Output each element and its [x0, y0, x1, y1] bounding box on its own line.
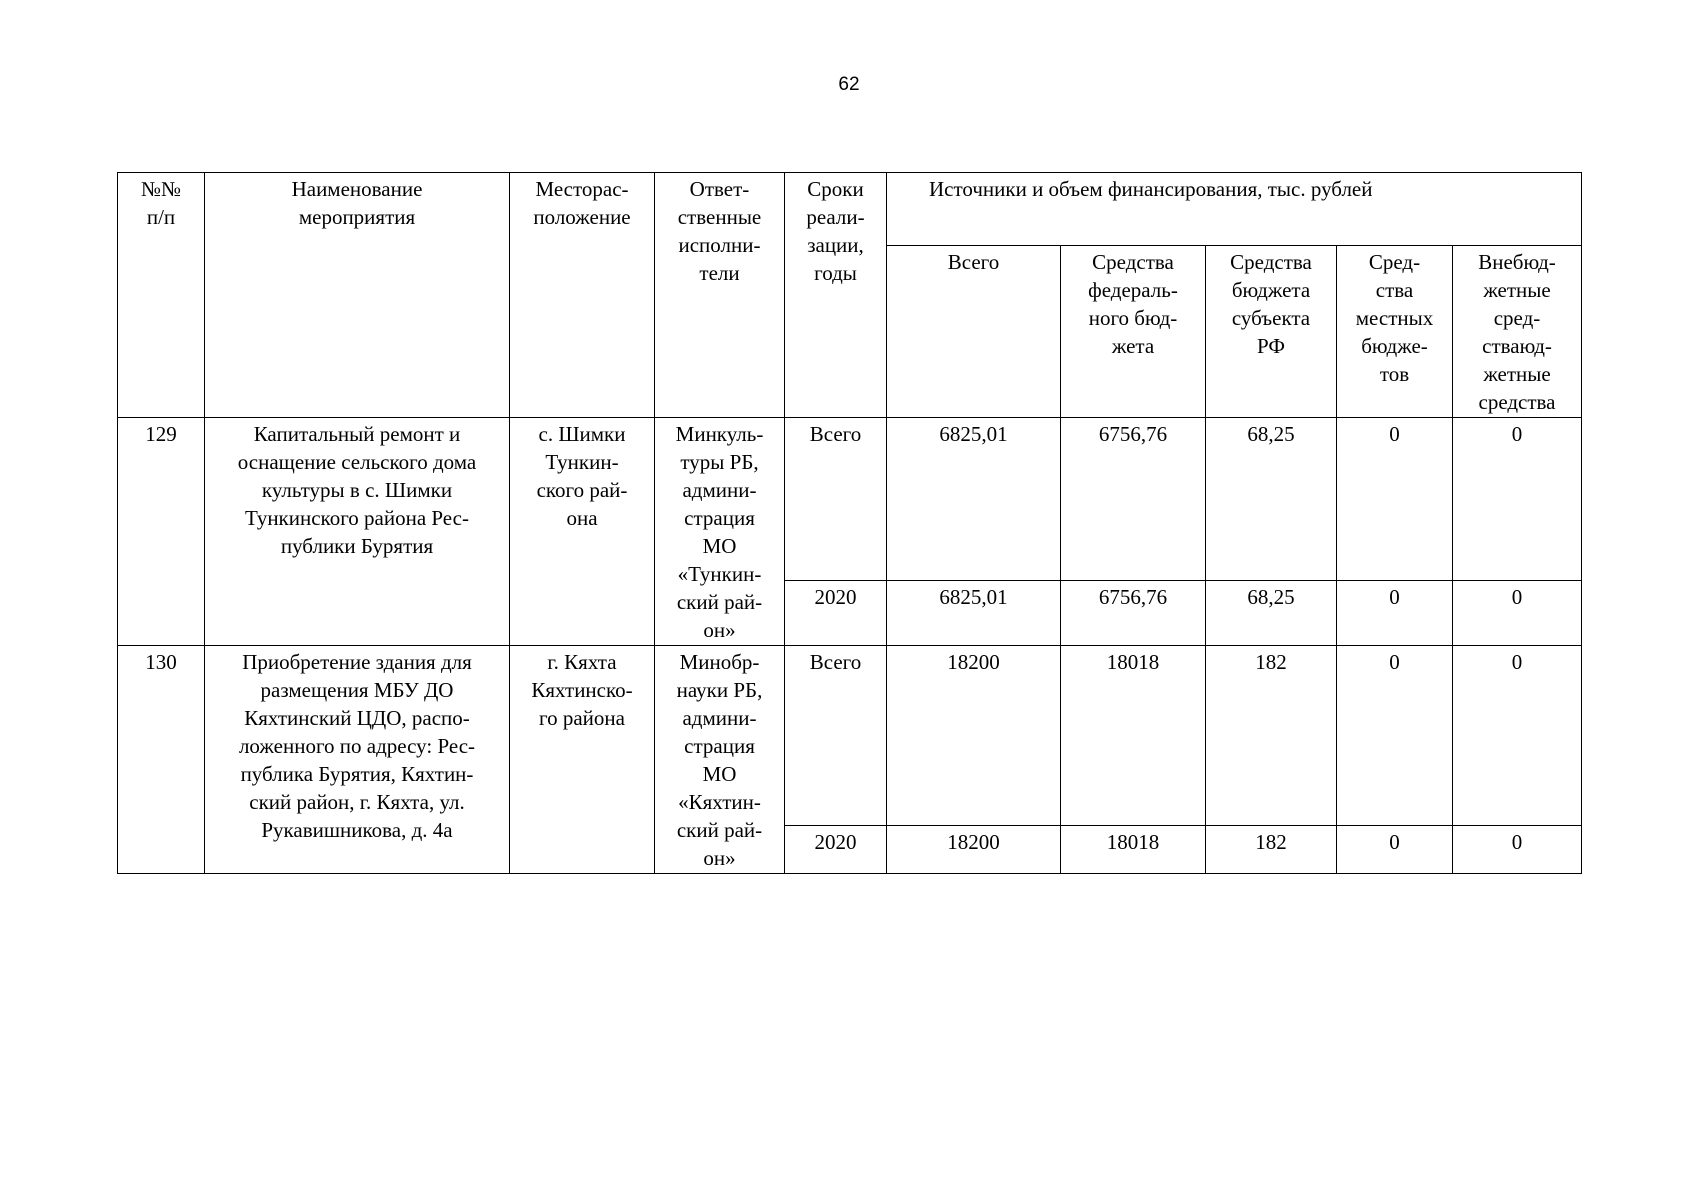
row-period: Всего — [785, 418, 887, 581]
header-num: №№ п/п — [118, 173, 205, 418]
row-extra: 0 — [1453, 581, 1582, 646]
table-row — [118, 418, 1582, 581]
row-extra: 0 — [1453, 826, 1582, 874]
header-location: Месторас- положение — [510, 173, 655, 418]
row-regional: 68,25 — [1206, 418, 1337, 581]
row-total: 6825,01 — [887, 418, 1061, 581]
header-terms: Сроки реали- зации, годы — [785, 173, 887, 418]
header-name: Наименование мероприятия — [205, 173, 510, 418]
row-period: 2020 — [785, 826, 887, 874]
row-regional: 68,25 — [1206, 581, 1337, 646]
header-extra: Внебюд- жетные сред- стваюд- жетные средства — [1453, 246, 1582, 418]
header-total: Всего — [887, 246, 1061, 418]
page-number: 62 — [838, 74, 860, 95]
row-local: 0 — [1337, 826, 1453, 874]
row-num: 129 — [118, 418, 205, 646]
row-extra: 0 — [1453, 646, 1582, 826]
row-federal: 18018 — [1061, 646, 1206, 826]
row-name: Капитальный ремонт и оснащение сельского дома культуры в с. Шимки Тункинского района Рес- публики Бурятия — [205, 418, 510, 646]
row-federal: 6756,76 — [1061, 418, 1206, 581]
row-executors: Минкуль- туры РБ, админи- страция МО «Тункин- ский рай- он» — [655, 418, 785, 646]
row-location: г. Кяхта Кяхтинско- го района — [510, 646, 655, 874]
row-local: 0 — [1337, 581, 1453, 646]
row-location: с. Шимки Тункин- ского рай- она — [510, 418, 655, 646]
row-total: 18200 — [887, 646, 1061, 826]
row-regional: 182 — [1206, 826, 1337, 874]
row-period: Всего — [785, 646, 887, 826]
row-num: 130 — [118, 646, 205, 874]
row-extra: 0 — [1453, 418, 1582, 581]
table-row — [118, 646, 1582, 826]
header-row-1 — [118, 173, 1582, 246]
row-federal: 6756,76 — [1061, 581, 1206, 646]
header-federal: Средства федераль- ного бюд- жета — [1061, 246, 1206, 418]
row-total: 18200 — [887, 826, 1061, 874]
row-total: 6825,01 — [887, 581, 1061, 646]
row-period: 2020 — [785, 581, 887, 646]
financing-table — [117, 172, 1582, 874]
row-regional: 182 — [1206, 646, 1337, 826]
row-local: 0 — [1337, 646, 1453, 826]
header-local: Сред- ства местных бюдже- тов — [1337, 246, 1453, 418]
row-name: Приобретение здания для размещения МБУ ДО Кяхтинский ЦДО, распо- ложенного по адресу: Рес- публика Бурятия, Кяхтин- ский район, г. Кяхта, ул. Рукавишникова, д. 4а — [205, 646, 510, 874]
row-federal: 18018 — [1061, 826, 1206, 874]
row-local: 0 — [1337, 418, 1453, 581]
header-regional: Средства бюджета субъекта РФ — [1206, 246, 1337, 418]
header-executors: Ответ- ственные исполни- тели — [655, 173, 785, 418]
row-executors: Минобр- науки РБ, админи- страция МО «Кяхтин- ский рай- он» — [655, 646, 785, 874]
header-sources-title: Источники и объем финансирования, тыс. рублей — [887, 173, 1582, 246]
